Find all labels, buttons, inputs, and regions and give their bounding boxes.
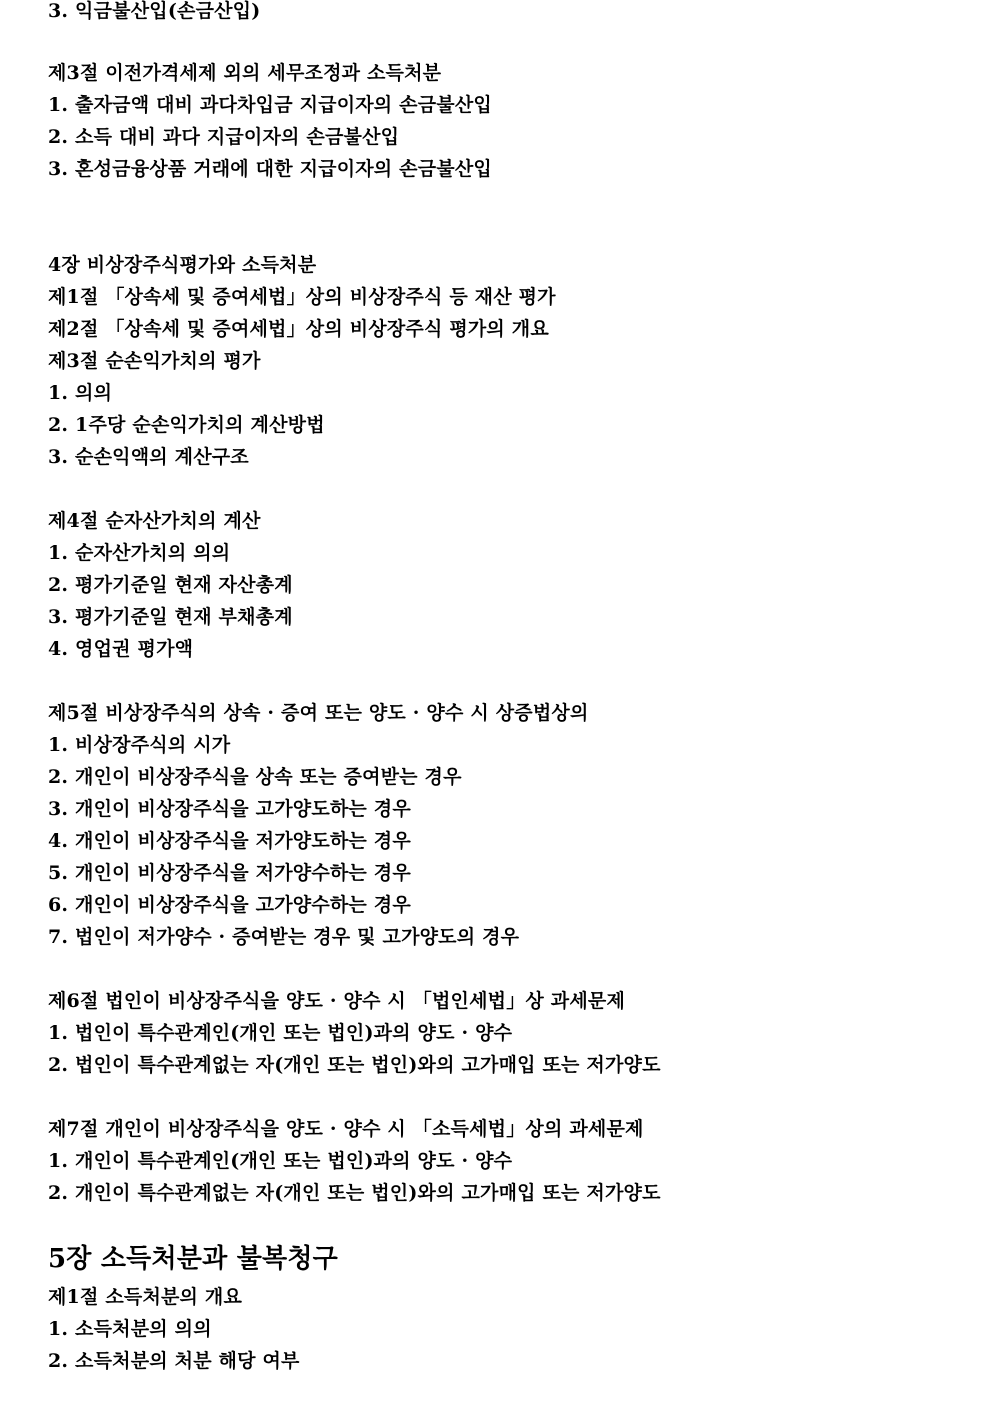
list-item: 2. 소득처분의 처분 해당 여부: [48, 1350, 300, 1372]
chapter-heading: 5장 소득처분과 불복청구: [48, 1244, 338, 1274]
list-item: 1. 의의: [48, 382, 113, 404]
list-item: 5. 개인이 비상장주식을 저가양수하는 경우: [48, 862, 411, 884]
section-heading: 제3절 순손익가치의 평가: [48, 350, 261, 372]
list-item: 1. 법인이 특수관계인(개인 또는 법인)과의 양도 · 양수: [48, 1022, 513, 1044]
section-heading: 제6절 법인이 비상장주식을 양도 · 양수 시 「법인세법」상 과세문제: [48, 990, 626, 1012]
list-item: 7. 법인이 저가양수 · 증여받는 경우 및 고가양도의 경우: [48, 926, 520, 948]
list-item: 6. 개인이 비상장주식을 고가양수하는 경우: [48, 894, 411, 916]
list-item: 4. 영업권 평가액: [48, 638, 194, 660]
list-item: 4. 개인이 비상장주식을 저가양도하는 경우: [48, 830, 411, 852]
section-heading: 제1절 소득처분의 개요: [48, 1286, 243, 1308]
list-item: 3. 혼성금융상품 거래에 대한 지급이자의 손금불산입: [48, 158, 492, 180]
list-item: 2. 개인이 특수관계없는 자(개인 또는 법인)와의 고가매입 또는 저가양도: [48, 1182, 661, 1204]
list-item: 1. 출자금액 대비 과다차입금 지급이자의 손금불산입: [48, 94, 492, 116]
section-heading: 제4절 순자산가치의 계산: [48, 510, 261, 532]
section-heading: 제1절 「상속세 및 증여세법」상의 비상장주식 등 재산 평가: [48, 286, 556, 308]
list-item: 3. 익금불산입(손금산입): [48, 0, 261, 22]
section-heading: 제2절 「상속세 및 증여세법」상의 비상장주식 평가의 개요: [48, 318, 549, 340]
list-item: 3. 평가기준일 현재 부채총계: [48, 606, 293, 628]
list-item: 1. 개인이 특수관계인(개인 또는 법인)과의 양도 · 양수: [48, 1150, 513, 1172]
list-item: 2. 소득 대비 과다 지급이자의 손금불산입: [48, 126, 400, 148]
list-item: 3. 순손익액의 계산구조: [48, 446, 249, 468]
list-item: 3. 개인이 비상장주식을 고가양도하는 경우: [48, 798, 411, 820]
list-item: 1. 비상장주식의 시가: [48, 734, 231, 756]
section-heading: 제7절 개인이 비상장주식을 양도 · 양수 시 「소득세법」상의 과세문제: [48, 1118, 644, 1140]
list-item: 2. 1주당 순손익가치의 계산방법: [48, 414, 325, 436]
list-item: 1. 소득처분의 의의: [48, 1318, 212, 1340]
chapter-heading: 4장 비상장주식평가와 소득처분: [48, 254, 317, 276]
section-heading: 제3절 이전가격세제 외의 세무조정과 소득처분: [48, 62, 442, 84]
section-heading: 제5절 비상장주식의 상속 · 증여 또는 양도 · 양수 시 상증법상의: [48, 702, 589, 724]
list-item: 2. 법인이 특수관계없는 자(개인 또는 법인)와의 고가매입 또는 저가양도: [48, 1054, 661, 1076]
list-item: 1. 순자산가치의 의의: [48, 542, 231, 564]
list-item: 2. 평가기준일 현재 자산총계: [48, 574, 293, 596]
list-item: 2. 개인이 비상장주식을 상속 또는 증여받는 경우: [48, 766, 462, 788]
